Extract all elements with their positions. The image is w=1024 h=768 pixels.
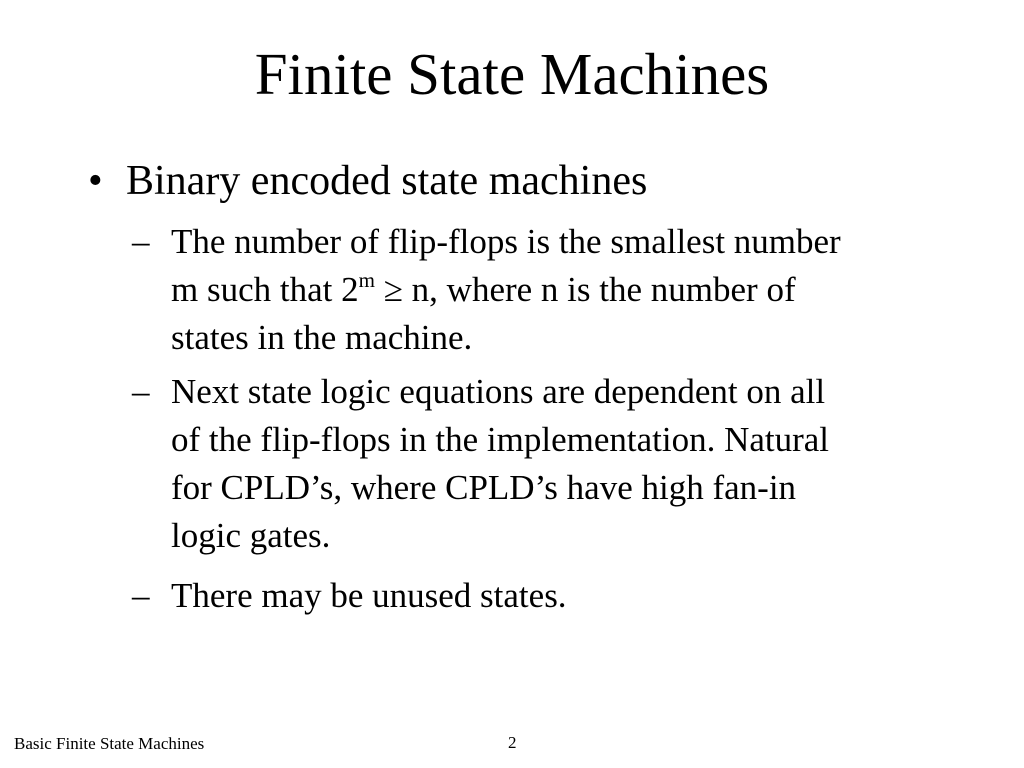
- sub-bullet-line: of the flip-flops in the implementation. Natural: [171, 420, 830, 459]
- footer-page-number: 2: [508, 733, 517, 752]
- sub-bullet-line: There may be unused states.: [171, 576, 567, 615]
- sub-bullet-line: states in the machine.: [171, 318, 473, 357]
- sub-bullet-marker: –: [132, 222, 150, 261]
- sub-bullet-line: logic gates.: [171, 516, 331, 555]
- sub-bullet-marker: –: [132, 372, 150, 411]
- superscript-m: m: [358, 268, 375, 292]
- sub-bullet-marker: –: [132, 576, 150, 615]
- bullet-marker: •: [88, 158, 103, 204]
- sub-bullet-line: [171, 266, 796, 318]
- formula-text: m such that 2: [171, 270, 359, 309]
- formula-text-rest: ≥ n, where n is the number of: [374, 270, 796, 309]
- slide-title: Finite State Machines: [254, 41, 770, 107]
- sub-bullet-line: for CPLD’s, where CPLD’s have high fan-in: [171, 468, 797, 507]
- sub-bullet-line: Next state logic equations are dependent on all: [171, 372, 826, 411]
- footer-deck-title: Basic Finite State Machines: [14, 734, 205, 753]
- main-bullet-text: Binary encoded state machines: [126, 158, 648, 204]
- sub-bullet-line: The number of flip-flops is the smallest number: [171, 222, 841, 261]
